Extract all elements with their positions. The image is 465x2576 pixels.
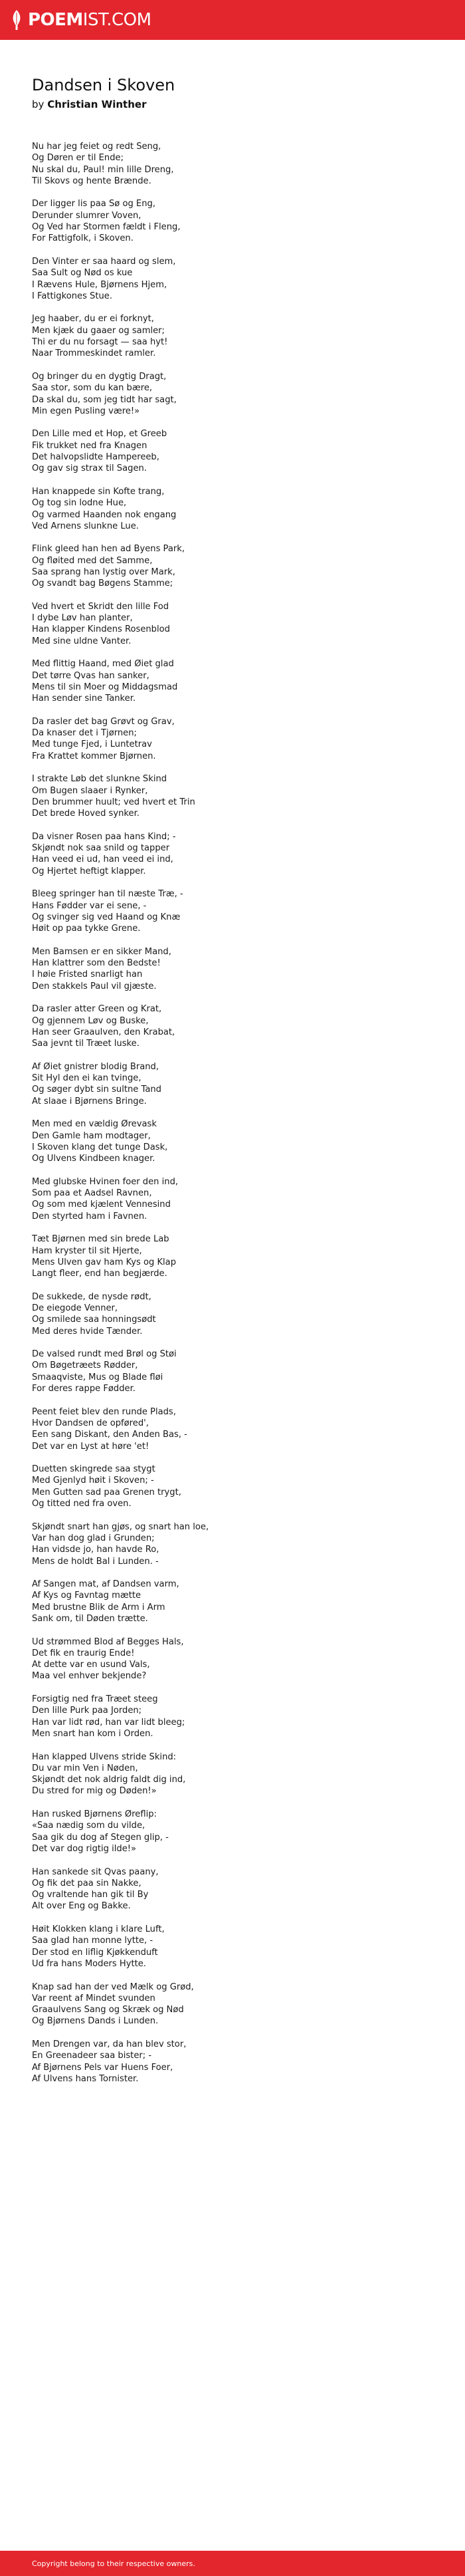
poem-stanza [32,486,465,532]
poem-line: Hans Fødder var ei sene, - [32,900,147,911]
poem-line: Og svinger sig ved Haand og Knæ [32,912,181,922]
poem-line: Han sankede sit Qvas paany, [32,1867,159,1877]
poem-line: Det var en Lyst at høre 'et! [32,1441,149,1452]
poem-line: Høit Klokken klang i klare Luft, [32,1924,165,1935]
poem-line: I Rævens Hule, Bjørnens Hjem, [32,279,167,290]
poem-line: Forsigtig ned fra Træet steeg [32,1694,158,1705]
poem-stanza [32,198,465,244]
poem-line: Og bringer du en dygtig Dragt, [32,371,167,382]
poem-stanza [32,1003,465,1049]
poem-line: Og Ved har Stormen fældt i Fleng, [32,222,181,233]
poem-line: Knap sad han der ved Mælk og Grød, [32,1982,194,1992]
poem-line: Han rusked Bjørnens Øreflip: [32,1809,157,1820]
poem-line: Om Bøgetræets Rødder, [32,1360,138,1371]
poem-line: Du stred for mig og Døden!» [32,1786,157,1797]
poem-line: Derunder slumrer Voven, [32,210,141,221]
poem-line: Af Øiet gnistrer blodig Brand, [32,1061,159,1072]
poem-line: «Saa nædig som du vilde, [32,1821,145,1831]
poem-line: Den stakkels Paul vil gjæste. [32,981,157,991]
poem-stanza [32,428,465,474]
poem-line: Sank om, til Døden trætte. [32,1614,148,1624]
poem-line: Og søger dybt sin sultne Tand [32,1085,161,1095]
poem-stanza [32,1924,465,1970]
poem-line: Og tog sin lodne Hue, [32,498,127,509]
poem-stanza [32,1291,465,1337]
poem-line: Skjøndt det nok aldrig faldt dig ind, [32,1775,186,1785]
poem-line: Saa glad han monne lytte, - [32,1936,153,1946]
poem-line: I Fattigkones Stue. [32,291,113,301]
poem-line: Du var min Ven i Nøden, [32,1763,138,1773]
poem-line: Og gav sig strax til Sagen. [32,463,147,474]
poem-line: Duetten skingrede saa stygt [32,1464,155,1475]
poem-stanza [32,1809,465,1855]
poem-stanza [32,256,465,302]
poem-line: De eiegode Venner, [32,1303,118,1313]
poem-line: At slaae i Bjørnens Bringe. [32,1096,147,1106]
site-footer [0,2551,465,2576]
poem-line: Ved hvert et Skridt den lille Fod [32,601,169,612]
poem-line: Det fik en traurig Ende! [32,1648,135,1658]
poem-line: Der ligger lis paa Sø og Eng, [32,199,155,209]
poem-line: Min egen Pusling være!» [32,406,140,416]
poem-line: Og smilede saa honningsødt [32,1315,156,1325]
poem-line: Han sender sine Tanker. [32,694,136,704]
poem-line: Men Drengen var, da han blev stor, [32,2039,187,2049]
poem-line: Med sine uldne Vanter. [32,636,132,646]
by-label: by [32,98,45,110]
poem-line: Ud fra hans Moders Hytte. [32,1958,146,1969]
poem-line: Den Lille med et Hop, et Greeb [32,429,167,440]
site-header [0,0,465,40]
poem-stanza [32,1406,465,1452]
poem-stanza [32,2039,465,2085]
poem-line: Han klapped Ulvens stride Skind: [32,1751,177,1762]
author-link[interactable]: Christian Winther [47,98,147,110]
poem-line: Fra Krattet kommer Bjørnen. [32,751,156,761]
poem-line: Han klapper Kindens Rosenblod [32,624,170,635]
copyright-text: Copyright belong to their respective owners. [32,2559,195,2568]
poem-stanza [32,1694,465,1739]
poem-line: Saa stor, som du kan bære, [32,383,153,394]
poem-stanza [32,1867,465,1912]
poem-line: Men Gutten sad paa Grenen trygt, [32,1487,181,1497]
poem-line: Høit op paa tykke Grene. [32,924,141,934]
poem-stanza [32,658,465,704]
poem-line: En Greenadeer saa bister; - [32,2051,152,2061]
poem-line: Saa Sult og Nød os kue [32,268,133,279]
poem-stanza [32,1521,465,1567]
poem-byline [32,98,465,110]
poem-line: I Skoven klang det tunge Dask, [32,1142,168,1152]
poem-stanza [32,831,465,877]
poem-line: Med deres hvide Tænder. [32,1326,143,1337]
poem-line: Maa vel enhver bekjende? [32,1671,147,1682]
poem-line: Bleeg springer han til næste Træ, - [32,889,183,900]
poem-line: Da rasler atter Green og Krat, [32,1004,162,1015]
poem-line: Han klattrer som den Bedste! [32,958,161,969]
poem-line: Saa jevnt til Træet luske. [32,1039,140,1049]
poem-line: Den lille Purk paa Jorden; [32,1706,142,1716]
poem-line: Nu har jeg feiet og redt Seng, [32,142,161,152]
quill-pen-icon [11,10,23,30]
poem-line: Og titted ned fra oven. [32,1499,132,1509]
poem-line: Nu skal du, Paul! min lille Dreng, [32,164,174,175]
poem-line: Med tunge Fjed, i Luntetrav [32,739,152,750]
poem-line: Naar Trommeskindet ramler. [32,348,156,359]
poem-line: Og Døren er til Ende; [32,153,124,164]
poem-line: Alt over Eng og Bakke. [32,1901,131,1912]
logo-text [28,10,151,30]
poem-line: Med glubske Hvinen foer den ind, [32,1176,179,1187]
poem-line: Det var dog rigtig ilde!» [32,1843,137,1854]
poem-line: Og gjennem Løv og Buske, [32,1015,149,1026]
poem-stanza [32,1118,465,1164]
poem-line: Og fik det paa sin Nakke, [32,1878,141,1888]
poem-line: For deres rappe Fødder. [32,1384,136,1394]
logo-text-light: IST.COM [82,10,151,30]
poem-line: Jeg haaber, du er ei forknyt, [32,314,154,324]
poem-line: Om Bugen slaaer i Rynker, [32,785,148,796]
poem-line: Med brustne Blik de Arm i Arm [32,1602,165,1612]
poem-line: Ved Arnens slunkne Lue. [32,521,139,531]
poem-line: Det brede Hoved synker. [32,809,140,819]
poem-line: Men Bamsen er en sikker Mand, [32,946,171,957]
poem-line: Den Vinter er saa haard og slem, [32,256,176,267]
poem-stanza [32,1636,465,1682]
poem-line: Langt fleer, end han begjærde. [32,1269,167,1279]
poem-line: For Fattigfolk, i Skoven. [32,233,134,244]
poem-line: Af Kys og Favntag mætte [32,1591,141,1601]
poem-line: Saa sprang han lystig over Mark, [32,567,175,577]
poem-line: Thi er du nu forsagt — saa hyt! [32,337,168,348]
poem-stanza [32,716,465,762]
poem-body [32,141,465,2085]
poem-stanza [32,888,465,934]
poem-line: Han knappede sin Kofte trang, [32,486,165,497]
poem-line: Skjøndt nok saa snild og tapper [32,843,170,854]
poem-line: Ud strømmed Blod af Begges Hals, [32,1636,184,1647]
poem-stanza [32,946,465,992]
poem-line: Den brummer huult; ved hvert et Trin [32,797,195,807]
poem-line: At dette var en usund Vals, [32,1660,150,1670]
site-logo[interactable] [11,10,151,30]
poem-stanza [32,773,465,819]
poem-stanza [32,1176,465,1222]
poem-stanza [32,1349,465,1394]
poem-article [0,40,465,2085]
poem-stanza [32,543,465,589]
poem-line: Fik trukket ned fra Knagen [32,440,147,451]
poem-line: Da rasler det bag Grøvt og Grav, [32,716,175,727]
poem-line: Da visner Rosen paa hans Kind; - [32,831,176,842]
poem-stanza [32,313,465,359]
poem-line: Hvor Dandsen de opføred', [32,1418,149,1428]
poem-line: Den Gamle ham modtager, [32,1130,151,1141]
poem-line: Ham kryster til sit Hjerte, [32,1245,142,1256]
poem-line: Mens de holdt Bal i Lunden. - [32,1556,159,1567]
poem-line: Mens Ulven gav ham Kys og Klap [32,1257,177,1267]
poem-line: Med flittig Haand, med Øiet glad [32,659,174,670]
poem-title: Dandsen i Skoven [32,76,175,94]
poem-stanza [32,1464,465,1509]
poem-line: Til Skovs og hente Brænde. [32,176,151,186]
poem-stanza [32,601,465,647]
poem-line: Da knaser det i Tjørnen; [32,728,137,739]
poem-line: De sukkede, de nysde rødt, [32,1291,151,1302]
poem-line: Og varmed Haanden nok engang [32,509,177,520]
poem-line: Og fløited med det Samme, [32,555,153,566]
poem-line: Da skal du, som jeg tidt har sagt, [32,394,177,405]
poem-line: I strakte Løb det slunkne Skind [32,774,167,785]
poem-line: Smaaqviste, Mus og Blade fløi [32,1372,163,1382]
poem-line: Det halvopslidte Hampereeb, [32,452,159,463]
poem-line: Sit Hyl den ei kan tvinge, [32,1073,141,1084]
poem-line: Med Gjenlyd høit i Skoven; - [32,1476,154,1486]
poem-line: Saa gik du dog af Stegen glip, - [32,1832,169,1843]
poem-stanza [32,371,465,417]
poem-line: Og svandt bag Bøgens Stamme; [32,579,173,589]
poem-line: Han veed ei ud, han veed ei ind, [32,854,173,865]
poem-line: Mens til sin Moer og Middagsmad [32,682,178,692]
poem-line: Var han dog glad i Grunden; [32,1533,155,1543]
poem-line: Flink gleed han hen ad Byens Park, [32,544,185,555]
poem-line: Een sang Diskant, den Anden Bas, - [32,1430,187,1440]
poem-line: Det tørre Qvas han sanker, [32,670,149,681]
poem-line: Han vidsde jo, han havde Ro, [32,1545,159,1555]
poem-line: Han seer Graaulven, den Krabat, [32,1027,175,1037]
poem-stanza [32,1061,465,1107]
logo-text-bold: POEM [28,10,83,30]
poem-line: Af Sangen mat, af Dandsen varm, [32,1579,179,1590]
poem-line: Peent feiet blev den runde Plads, [32,1406,176,1417]
poem-line: Men kjæk du gaaer og samler; [32,325,165,336]
poem-line: Men med en vældig Ørevask [32,1119,157,1130]
poem-line: Han var lidt rød, han var lidt bleeg; [32,1717,185,1728]
poem-stanza [32,1982,465,2027]
poem-line: Der stod en liflig Kjøkkenduft [32,1947,158,1958]
poem-stanza [32,1579,465,1624]
poem-line: Og Bjørnens Dands i Lunden. [32,2016,159,2027]
poem-line: Og Hjertet heftigt klapper. [32,866,146,876]
poem-line: Skjøndt snart han gjøs, og snart han loe, [32,1521,209,1532]
poem-line: Den styrted ham i Favnen. [32,1211,147,1222]
poem-stanza [32,1751,465,1797]
poem-stanza [32,141,465,187]
poem-line: Men snart han kom i Orden. [32,1728,153,1739]
poem-line: I høie Fristed snarligt han [32,969,143,980]
poem-line: I dybe Løv han planter, [32,613,133,624]
poem-line: Tæt Bjørnen med sin brede Lab [32,1234,169,1245]
poem-line: Af Ulvens hans Tornister. [32,2073,139,2084]
poem-line: Og Ulvens Kindbeen knager. [32,1154,155,1164]
poem-line: Og som med kjælent Vennesind [32,1200,171,1210]
poem-line: De valsed rundt med Brøl og Støi [32,1349,177,1360]
poem-stanza [32,1233,465,1279]
poem-line: Og vraltende han gik til By [32,1890,149,1900]
poem-line: Graaulvens Sang og Skræk og Nød [32,2005,184,2015]
poem-line: Af Bjørnens Pels var Huens Foer, [32,2062,173,2073]
poem-line: Var reent af Mindet svunden [32,1993,155,2003]
poem-line: Som paa et Aadsel Ravnen, [32,1188,152,1199]
